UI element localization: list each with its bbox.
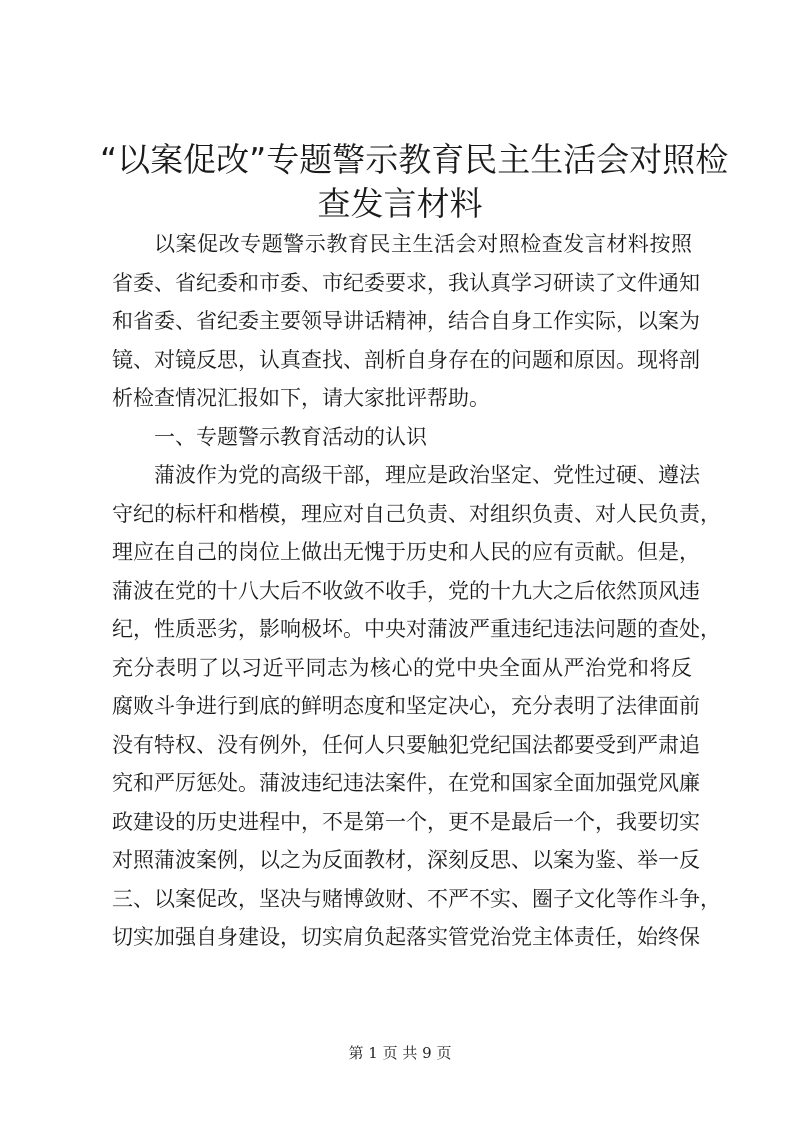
body-line: 充分表明了以习近平同志为核心的党中央全面从严治党和将反 [112,655,692,680]
body-line: 纪，性质恶劣，影响极坏。中央对蒲波严重违纪违法问题的查处， [112,617,721,641]
body-line: 省委、省纪委和市委、市纪委要求，我认真学习研读了文件通知 [112,270,700,295]
body-line: 析检查情况汇报如下，请大家批评帮助。 [112,386,490,410]
body-line: 以案促改专题警示教育民主生活会对照检查发言材料按照 [154,232,692,256]
body-line: 三、以案促改，坚决与赌博敛财、不严不实、圈子文化等作斗争， [112,886,721,911]
body-line: 和省委、省纪委主要领导讲话精神，结合自身工作实际，以案为 [112,309,700,333]
document-body [112,225,721,957]
body-line: 蒲波作为党的高级干部，理应是政治坚定、党性过硬、遵法 [154,463,700,487]
document-title-line-1: “以案促改”专题警示教育民主生活会对照检 [100,140,729,179]
body-line: 切实加强自身建设，切实肩负起落实管党治党主体责任，始终保 [112,925,700,949]
body-line: 理应在自己的岗位上做出无愧于历史和人民的应有贡献。但是， [112,540,700,564]
body-line: 对照蒲波案例，以之为反面教材，深刻反思、以案为鉴、举一反 [112,848,700,872]
page-number-footer: 第 1 页 共 9 页 [348,1044,452,1062]
body-line: 腐败斗争进行到底的鲜明态度和坚定决心，充分表明了法律面前 [112,694,700,718]
body-line: 蒲波在党的十八大后不收敛不收手，党的十九大之后依然顶风违 [112,578,700,603]
body-line: 没有特权、没有例外，任何人只要触犯党纪国法都要受到严肃追 [112,732,700,757]
body-line: 守纪的标杆和楷模，理应对自己负责、对组织负责、对人民负责， [112,501,721,526]
body-line: 究和严厉惩处。蒲波违纪违法案件，在党和国家全面加强党风廉 [112,771,700,795]
document-title-line-2: 查发言材料 [317,184,483,223]
section-heading: 一、专题警示教育活动的认识 [154,424,427,449]
body-line: 镜、对镜反思，认真查找、剖析自身存在的问题和原因。现将剖 [112,347,700,372]
body-line: 政建设的历史进程中，不是第一个，更不是最后一个，我要切实 [112,809,700,834]
